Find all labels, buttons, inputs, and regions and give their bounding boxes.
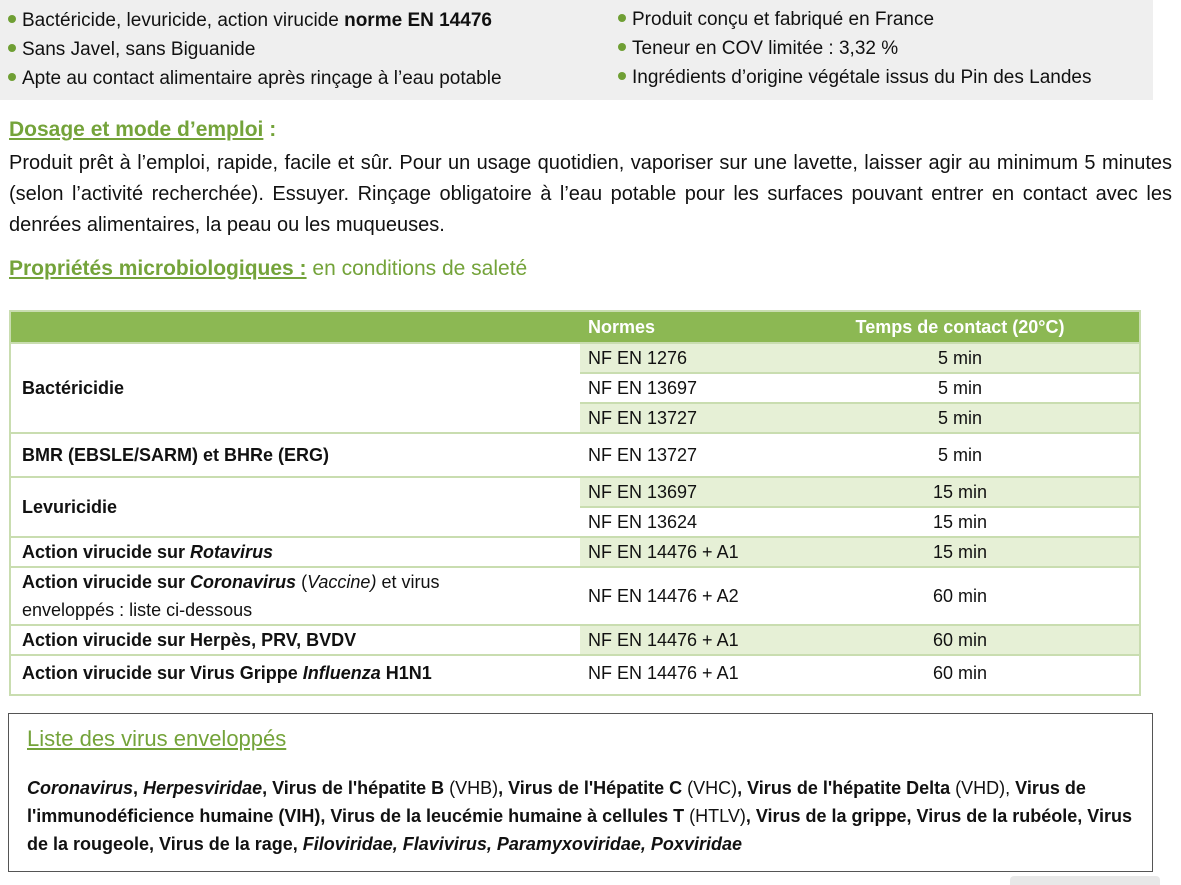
norm-cell: NF EN 14476 + A1 (580, 625, 781, 655)
feature-item: Teneur en COV limitée : 3,32 % (618, 34, 1091, 63)
header-temps: Temps de contact (20°C) (781, 312, 1139, 343)
bullet-icon (8, 44, 16, 52)
time-cell: 5 min (781, 373, 1139, 403)
category-cell: Action virucide sur Rotavirus (11, 537, 580, 567)
table-row (11, 625, 1139, 655)
table-header-row (11, 312, 1139, 343)
norm-cell: NF EN 13727 (580, 403, 781, 433)
category-cell: BMR (EBSLE/SARM) et BHRe (ERG) (11, 433, 580, 477)
feature-item: Sans Javel, sans Biguanide (8, 35, 502, 64)
category-cell: Levuricidie (11, 477, 580, 537)
micro-table (9, 310, 1141, 696)
features-right-column (618, 5, 1091, 92)
table-row (11, 655, 1139, 691)
time-cell: 5 min (781, 403, 1139, 433)
feature-item: Bactéricide, levuricide, action virucide norme EN 14476 (8, 6, 502, 35)
time-cell: 60 min (781, 625, 1139, 655)
virus-list-title: Liste des virus enveloppés (27, 726, 287, 751)
header-normes: Normes (580, 312, 781, 343)
norm-cell: NF EN 1276 (580, 343, 781, 373)
norm-cell: NF EN 13727 (580, 433, 781, 477)
table-row (11, 477, 1139, 507)
time-cell: 15 min (781, 507, 1139, 537)
table-row (11, 567, 1139, 625)
category-cell: Action virucide sur Coronavirus (Vaccine) et virus enveloppés : liste ci-dessous (11, 567, 580, 625)
table-row (11, 537, 1139, 567)
table-row (11, 343, 1139, 373)
time-cell: 5 min (781, 433, 1139, 477)
category-cell: Action virucide sur Virus Grippe Influenza H1N1 (11, 655, 580, 691)
norm-cell: NF EN 13697 (580, 477, 781, 507)
category-cell: Action virucide sur Herpès, PRV, BVDV (11, 625, 580, 655)
features-panel (0, 0, 1153, 100)
norm-cell: NF EN 14476 + A1 (580, 655, 781, 691)
dosage-paragraph: Produit prêt à l’emploi, rapide, facile et sûr. Pour un usage quotidien, vaporiser sur une lavette, laisser agir au minimum 5 minutes (selon l’activité recherchée). Essuyer. Rinçage obligatoire à l’eau potable pour les surfaces pouvant entrer en contact avec les denrées alimentaires, la peau ou les muqueuses. (9, 152, 1172, 236)
bullet-icon (618, 43, 626, 51)
features-left-column (8, 6, 502, 93)
norm-cell: NF EN 13624 (580, 507, 781, 537)
norm-cell: NF EN 13697 (580, 373, 781, 403)
table-row (11, 433, 1139, 477)
decorative-edge (1010, 876, 1160, 885)
time-cell: 60 min (781, 655, 1139, 691)
norm-cell: NF EN 14476 + A2 (580, 567, 781, 625)
category-cell: Bactéricidie (11, 343, 580, 433)
micro-heading: Propriétés microbiologiques : en conditions de saleté (9, 257, 528, 280)
virus-list-text: Coronavirus, Herpesviridae, Virus de l'hépatite B (VHB), Virus de l'Hépatite C (VHC), Virus de l'hépatite Delta (VHD), Virus de l'immunodéficience humaine (VIH), Virus de la leucémie humaine à cellules T (HTLV), Virus de la grippe, Virus de la rubéole, Virus de la rougeole, Virus de la rage, Filoviridae, Flavivirus, Paramyxoviridae, Poxviridae (27, 778, 1132, 854)
bullet-icon (618, 14, 626, 22)
norm-cell: NF EN 14476 + A1 (580, 537, 781, 567)
bullet-icon (618, 72, 626, 80)
bullet-icon (8, 15, 16, 23)
bullet-icon (8, 73, 16, 81)
dosage-heading: Dosage et mode d’emploi : (9, 118, 277, 141)
virus-list-box (8, 713, 1153, 872)
time-cell: 15 min (781, 537, 1139, 567)
feature-item: Produit conçu et fabriqué en France (618, 5, 1091, 34)
time-cell: 5 min (781, 343, 1139, 373)
header-category (11, 312, 580, 343)
time-cell: 60 min (781, 567, 1139, 625)
time-cell: 15 min (781, 477, 1139, 507)
feature-item: Apte au contact alimentaire après rinçage à l’eau potable (8, 64, 502, 93)
feature-item: Ingrédients d’origine végétale issus du Pin des Landes (618, 63, 1091, 92)
